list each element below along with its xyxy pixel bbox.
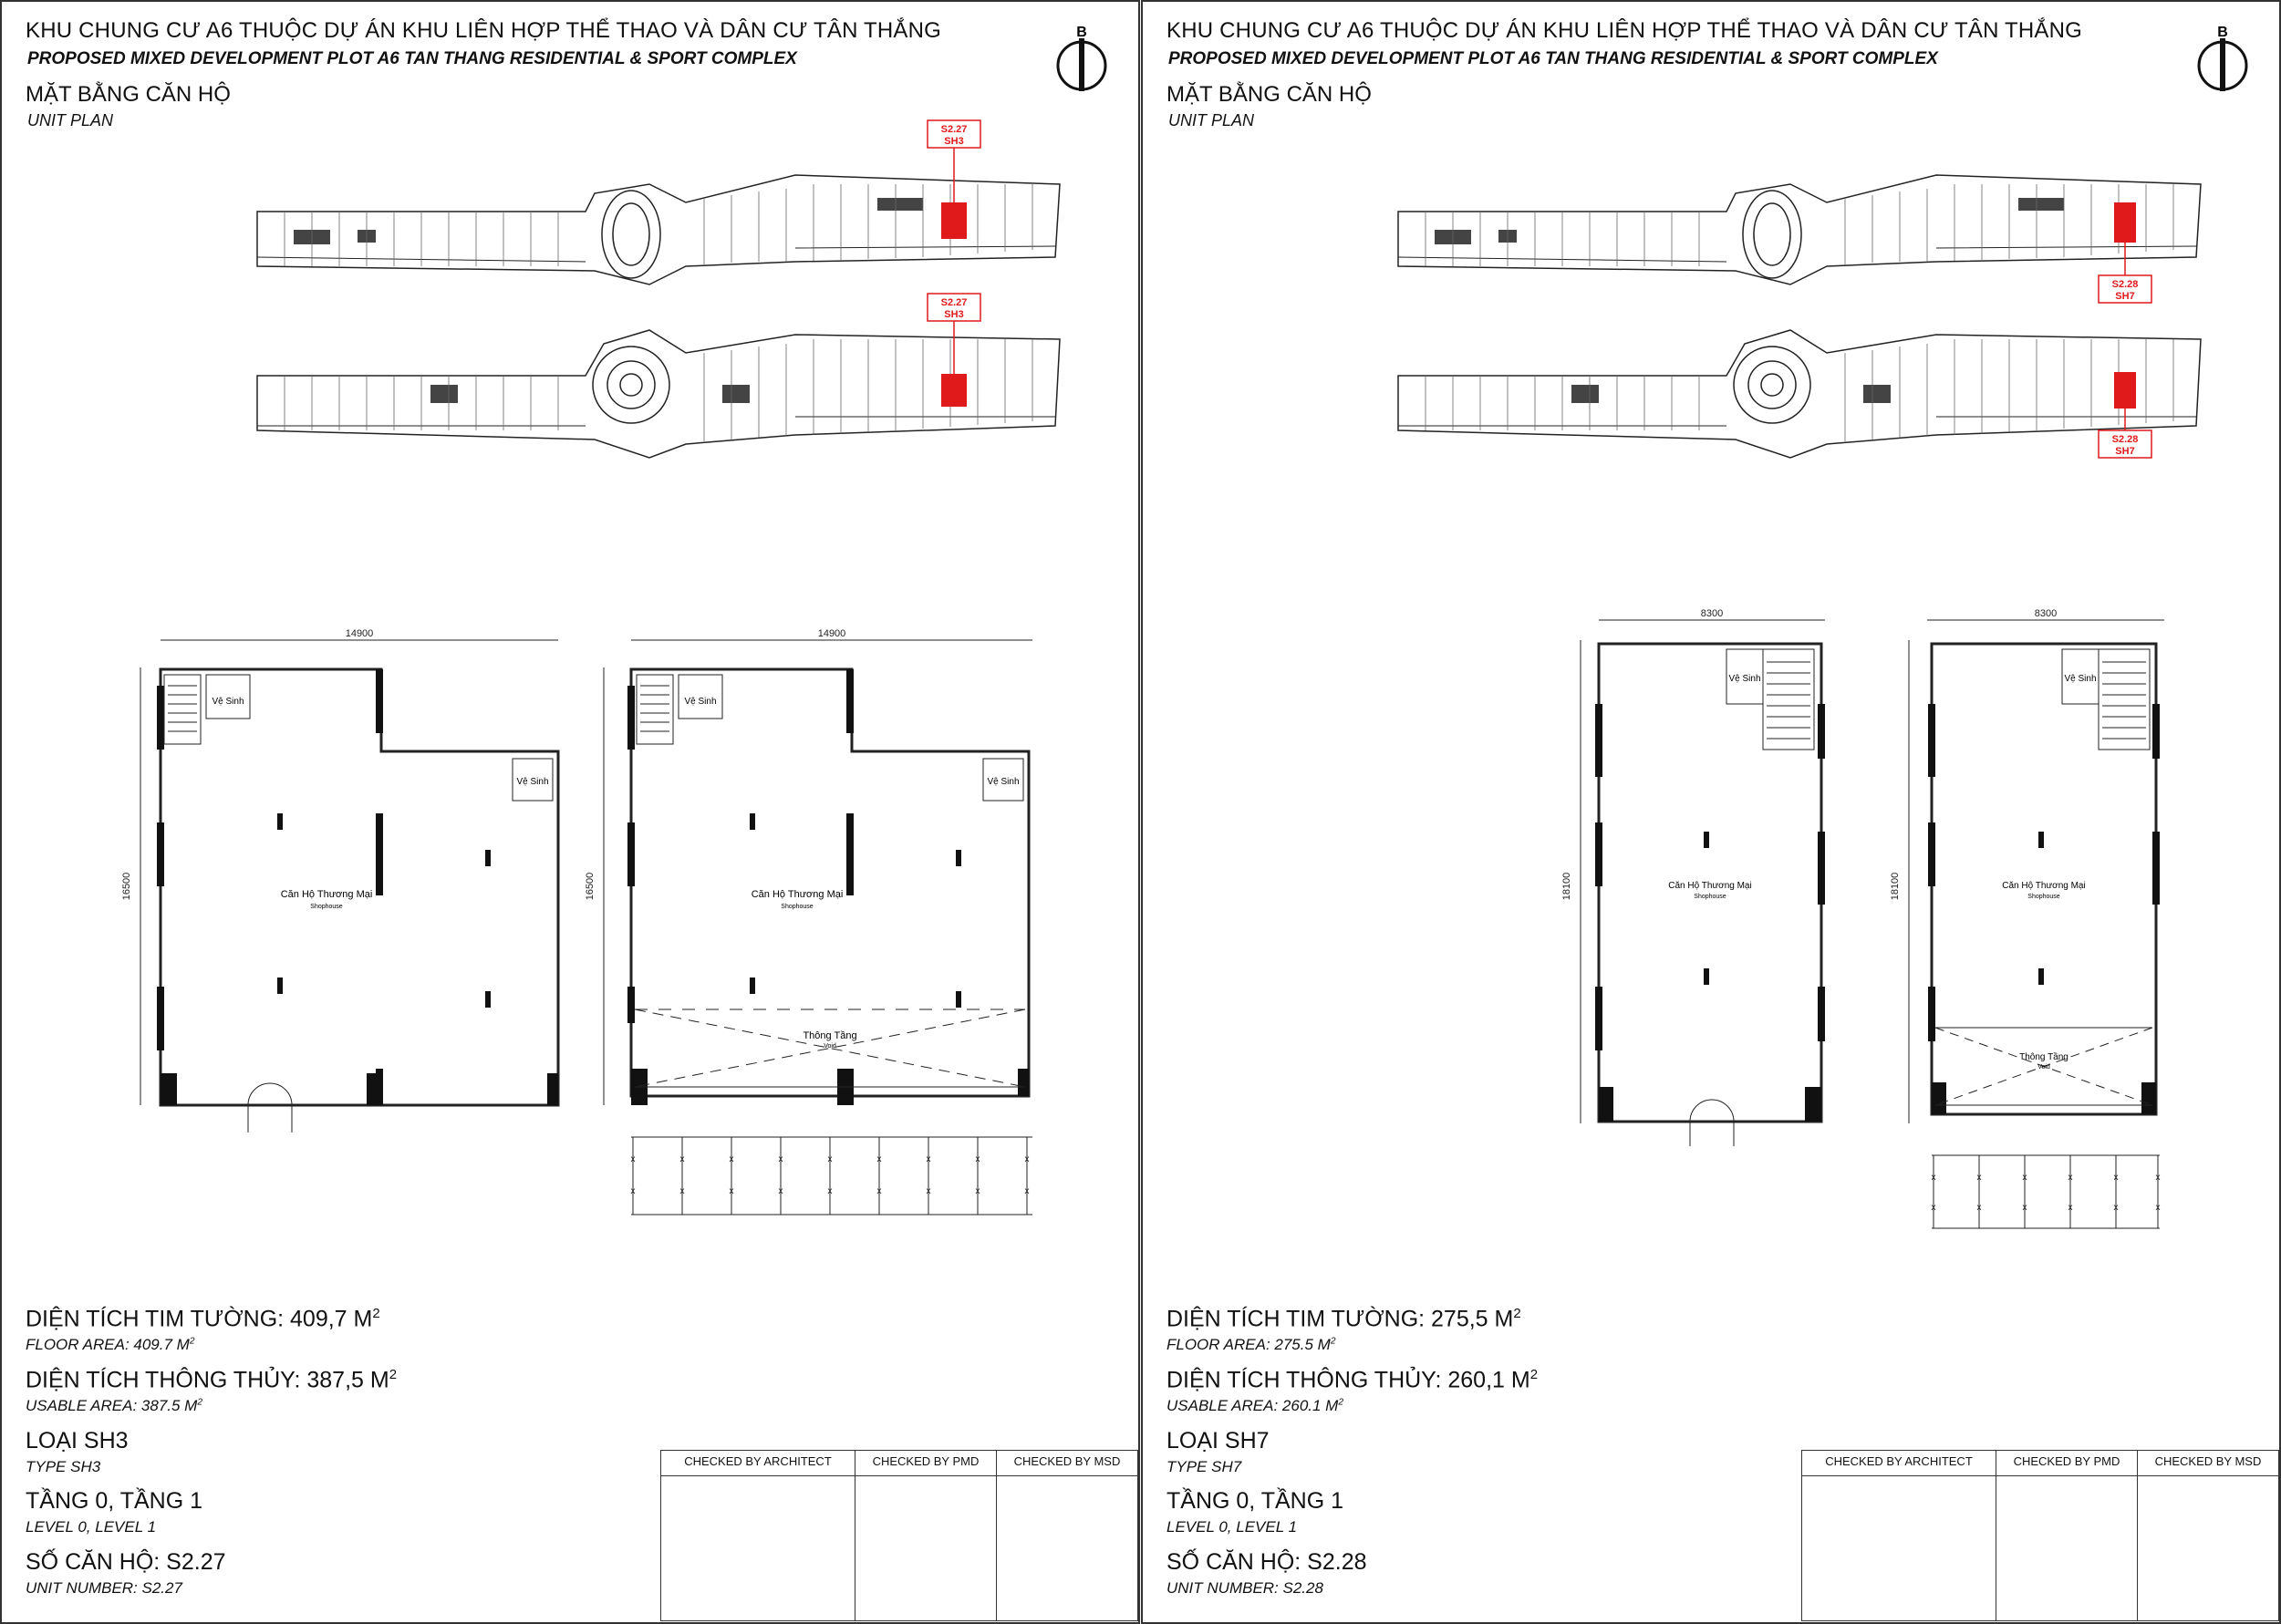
sheet-s2-27 [0,0,1140,1624]
check-architect-label: CHECKED BY ARCHITECT [1802,1451,1996,1476]
wc-label-level0-b: Vệ Sinh [516,777,549,787]
key-label-unit-bottom: S2.28 [2111,434,2139,445]
level-en: LEVEL 0, LEVEL 1 [1166,1518,1298,1536]
usable-area-vi: DIỆN TÍCH THÔNG THỦY: 387,5 M [26,1367,389,1393]
floor-area-block: DIỆN TÍCH TIM TƯỜNG: 275,5 $M^2$ FLOOR AREA: 275.5 $M^2$ [1166,1306,1521,1354]
sheet-s2-28 [1141,0,2281,1624]
room-label-level1: Căn Hộ Thương Mại [2002,881,2086,891]
key-label-unit-bottom: S2.27 [940,297,968,308]
svg-text:x: x [975,1154,980,1164]
wc-label-level1-b: Vệ Sinh [987,777,1020,787]
svg-text:x: x [1024,1186,1030,1196]
level-block [1166,1488,1343,1536]
key-label-unit-top: S2.27 [940,124,968,135]
room-label-level0: Căn Hộ Thương Mại [280,889,373,900]
dim-width-level0: 14900 [345,628,374,639]
unit-number-vi: SỐ CĂN HỘ: S2.27 [26,1549,226,1575]
check-msd-signature [2137,1476,2278,1621]
approval-table [660,1450,1138,1621]
approval-table [1801,1450,2279,1621]
unit-number-vi: SỐ CĂN HỘ: S2.28 [1166,1549,1367,1575]
project-title-vi: KHU CHUNG CƯ A6 THUỘC DỰ ÁN KHU LIÊN HỢP THỂ THAO VÀ DÂN CƯ TÂN THẮNG [26,18,942,43]
svg-text:x: x [876,1186,882,1196]
room-sublabel-level0: Shophouse [1694,894,1726,900]
svg-text:x: x [1976,1173,1982,1183]
void-label: Thông Tầng [2019,1052,2068,1062]
svg-text:x: x [926,1186,931,1196]
svg-text:x: x [827,1154,833,1164]
void-sublabel: Void [2037,1064,2050,1071]
wc-label-level1-a: Vệ Sinh [684,697,717,707]
type-vi: LOẠI SH3 [26,1428,129,1453]
svg-text:x: x [778,1186,783,1196]
level-en: LEVEL 0, LEVEL 1 [26,1518,157,1536]
plan-heading-en: UNIT PLAN [27,111,114,129]
svg-text:x: x [876,1154,882,1164]
svg-text:x: x [729,1154,734,1164]
wc-label-level0-a: Vệ Sinh [212,697,244,707]
svg-text:x: x [1931,1203,1936,1213]
svg-text:x: x [2155,1173,2161,1183]
site-key-plan [1389,111,2210,458]
svg-text:x: x [2022,1173,2027,1183]
svg-text:x: x [2068,1173,2073,1183]
type-vi: LOẠI SH7 [1166,1428,1270,1453]
svg-text:x: x [679,1154,685,1164]
north-label: B [2217,25,2228,40]
unit-floor-plans [1252,608,2183,1242]
unit-floor-plans [111,622,1042,1242]
check-msd-label: CHECKED BY MSD [2137,1451,2278,1476]
room-sublabel-level0: Shophouse [310,904,343,910]
level-vi: TẦNG 0, TẦNG 1 [26,1488,203,1514]
svg-text:x: x [2068,1203,2073,1213]
svg-text:x: x [1931,1173,1936,1183]
svg-text:x: x [2113,1173,2119,1183]
project-title-vi: KHU CHUNG CƯ A6 THUỘC DỰ ÁN KHU LIÊN HỢP THỂ THAO VÀ DÂN CƯ TÂN THẮNG [1166,18,2083,43]
check-pmd-signature [1996,1476,2137,1621]
type-en: TYPE SH3 [26,1458,101,1475]
room-label-level0: Căn Hộ Thương Mại [1668,881,1752,891]
room-sublabel-level1: Shophouse [2027,894,2060,900]
check-architect-signature [1802,1476,1996,1621]
plan-heading-vi: MẶT BẰNG CĂN HỘ [1166,82,1372,107]
floor-area-vi: DIỆN TÍCH TIM TƯỜNG: 409,7 M [26,1306,373,1332]
key-label-type-top: SH7 [2115,291,2135,302]
type-block [26,1428,129,1476]
unit-number-block [1166,1549,1367,1598]
project-title-en: PROPOSED MIXED DEVELOPMENT PLOT A6 TAN THANG RESIDENTIAL & SPORT COMPLEX [27,49,797,68]
unit-number-en: UNIT NUMBER: S2.28 [1166,1579,1323,1597]
check-pmd-signature [855,1476,996,1621]
void-label: Thông Tầng [803,1030,857,1041]
type-block [1166,1428,1270,1476]
usable-area-vi: DIỆN TÍCH THÔNG THỦY: 260,1 M [1166,1367,1530,1393]
unit-number-en: UNIT NUMBER: S2.27 [26,1579,182,1597]
svg-text:x: x [2113,1203,2119,1213]
svg-text:x: x [2155,1203,2161,1213]
level-vi: TẦNG 0, TẦNG 1 [1166,1488,1344,1514]
check-pmd-label: CHECKED BY PMD [1996,1451,2137,1476]
dim-depth-level0: 18100 [1561,872,1572,901]
check-msd-signature [996,1476,1137,1621]
dim-width-level0: 8300 [1700,608,1724,619]
svg-text:x: x [975,1186,980,1196]
dim-width-level1: 8300 [2034,608,2058,619]
svg-text:x: x [926,1154,931,1164]
plan-heading-vi: MẶT BẰNG CĂN HỘ [26,82,231,107]
north-label: B [1076,25,1087,40]
key-label-type-top: SH3 [944,136,964,147]
svg-text:x: x [2022,1203,2027,1213]
key-label-type-bottom: SH7 [2115,446,2135,457]
room-label-level1: Căn Hộ Thương Mại [751,889,844,900]
check-architect-signature [661,1476,855,1621]
unit-number-block [26,1549,226,1598]
floor-area-en: FLOOR AREA: 275.5 M [1166,1336,1331,1354]
dim-width-level1: 14900 [817,628,846,639]
svg-text:x: x [630,1154,636,1164]
usable-area-block: DIỆN TÍCH THÔNG THỦY: 260,1 $M^2$ USABLE AREA: 260.1 $M^2$ [1166,1367,1539,1415]
key-label-unit-top: S2.28 [2111,279,2139,290]
wc-label-level0: Vệ Sinh [1728,674,1761,684]
floor-area-vi: DIỆN TÍCH TIM TƯỜNG: 275,5 M [1166,1306,1514,1332]
key-label-type-bottom: SH3 [944,309,964,320]
svg-text:x: x [1976,1203,1982,1213]
plan-heading-en: UNIT PLAN [1168,111,1255,129]
level-block [26,1488,202,1536]
wc-label-level1: Vệ Sinh [2064,674,2097,684]
svg-text:x: x [1024,1154,1030,1164]
check-msd-label: CHECKED BY MSD [996,1451,1137,1476]
project-title-en: PROPOSED MIXED DEVELOPMENT PLOT A6 TAN THANG RESIDENTIAL & SPORT COMPLEX [1168,49,1938,68]
room-sublabel-level1: Shophouse [781,904,814,910]
usable-area-en: USABLE AREA: 387.5 M [26,1397,198,1415]
floor-area-en: FLOOR AREA: 409.7 M [26,1336,190,1354]
void-sublabel: Void [824,1043,836,1050]
check-pmd-label: CHECKED BY PMD [855,1451,996,1476]
svg-text:x: x [729,1186,734,1196]
site-key-plan [248,111,1069,458]
dim-depth-level1: 18100 [1890,872,1901,901]
usable-area-block: DIỆN TÍCH THÔNG THỦY: 387,5 $M^2$ USABLE AREA: 387.5 $M^2$ [26,1367,398,1415]
svg-text:x: x [679,1186,685,1196]
check-architect-label: CHECKED BY ARCHITECT [661,1451,855,1476]
svg-text:x: x [827,1186,833,1196]
dim-depth-level0: 16500 [121,872,132,901]
north-arrow-icon [1054,24,1109,95]
svg-text:x: x [630,1186,636,1196]
usable-area-en: USABLE AREA: 260.1 M [1166,1397,1339,1415]
north-arrow-icon [2195,24,2250,95]
dim-depth-level1: 16500 [585,872,596,901]
floor-area-block: DIỆN TÍCH TIM TƯỜNG: 409,7 $M^2$ FLOOR AREA: 409.7 $M^2$ [26,1306,380,1354]
svg-text:x: x [778,1154,783,1164]
type-en: TYPE SH7 [1166,1458,1242,1475]
